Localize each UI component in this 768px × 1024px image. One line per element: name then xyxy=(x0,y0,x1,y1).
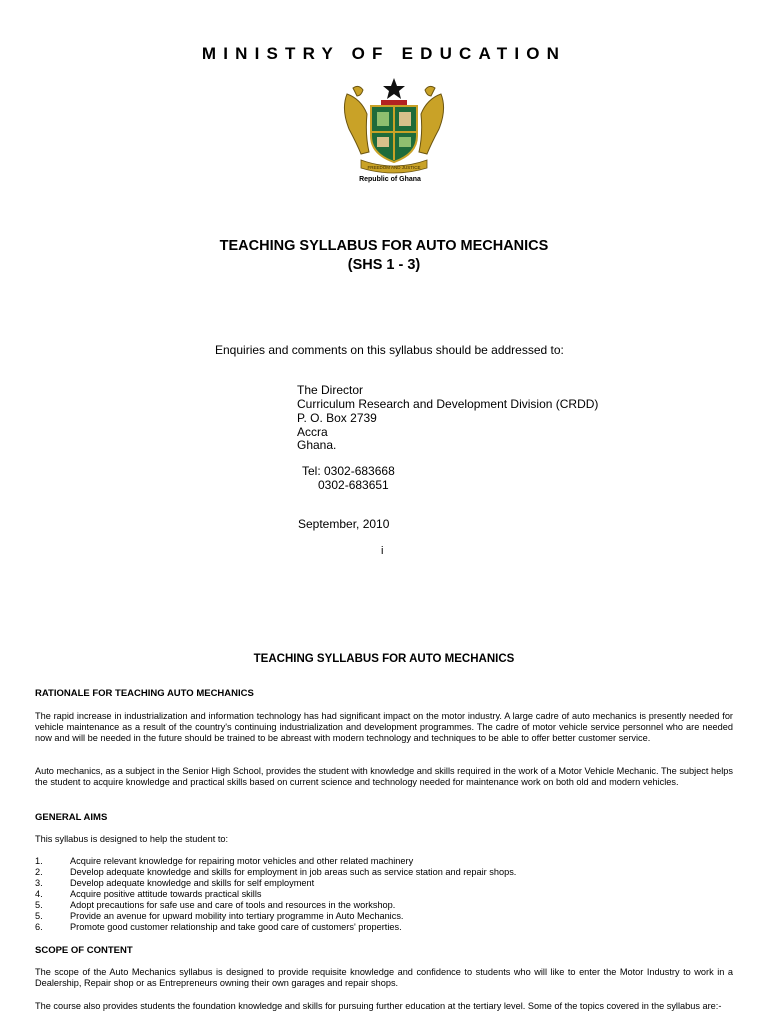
address-line: Curriculum Research and Development Division (CRDD) xyxy=(297,397,599,411)
syllabus-title: TEACHING SYLLABUS FOR AUTO MECHANICS xyxy=(219,238,549,254)
scope-paragraph-1: The scope of the Auto Mechanics syllabus is designed to provide requisite knowledge and confidence to students who will like to enter the Motor Industry to work in a Dealership, Repair shop or as Entrepreneurs owning their own garages and repair shops. xyxy=(35,967,733,989)
list-item: 3. Develop adequate knowledge and skills for self employment xyxy=(35,878,315,888)
list-item: 4. Acquire positive attitude towards practical skills xyxy=(35,889,262,899)
enquiries-text: Enquiries and comments on this syllabus should be addressed to: xyxy=(215,343,564,357)
list-item: 2. Develop adequate knowledge and skills for employment in job areas such as service station and repair shops. xyxy=(35,867,517,877)
list-item: 6. Promote good customer relationship and take good care of customers' properties. xyxy=(35,922,402,932)
coat-of-arms-icon xyxy=(339,74,449,174)
ministry-heading: MINISTRY OF EDUCATION xyxy=(201,44,567,63)
address-line: Accra xyxy=(297,425,328,439)
republic-caption: Republic of Ghana xyxy=(359,176,421,183)
address-line: The Director xyxy=(297,383,364,397)
rationale-paragraph-1: The rapid increase in industrialization and information technology has had significant impact on the motor industry. A large cadre of auto mechanics is presently needed for vehicle maintenance as a result of the country's continuing industrialization and development programmes. The cadre of motor vehicle service personnel who are needed now and will be needed in the future should be trained to be abreast with modern technology and techniques to be able to offer better customer service. xyxy=(35,711,733,744)
publication-date: September, 2010 xyxy=(298,517,390,531)
telephone-2: 0302-683651 xyxy=(318,478,389,492)
aims-heading: GENERAL AIMS xyxy=(35,812,108,823)
rationale-heading: RATIONALE FOR TEACHING AUTO MECHANICS xyxy=(35,688,254,699)
telephone-1: Tel: 0302-683668 xyxy=(302,464,395,478)
list-item: 5. Adopt precautions for safe use and care of tools and resources in the workshop. xyxy=(35,900,396,910)
address-line: Ghana. xyxy=(297,438,337,452)
rationale-paragraph-2: Auto mechanics, as a subject in the Senior High School, provides the student with knowledge and skills required in the work of a Motor Vehicle Mechanic. The subject helps the student to acquire knowledge and practical skills based on current science and technology needed for maintenance work on both old and modern vehicles. xyxy=(35,766,733,788)
address-line: P. O. Box 2739 xyxy=(297,411,377,425)
list-item: 5. Provide an avenue for upward mobility into tertiary programme in Auto Mechanics. xyxy=(35,911,404,921)
syllabus-subtitle: (SHS 1 - 3) xyxy=(347,257,421,273)
page2-title: TEACHING SYLLABUS FOR AUTO MECHANICS xyxy=(253,653,515,665)
list-item: 1. Acquire relevant knowledge for repairing motor vehicles and other related machinery xyxy=(35,856,414,866)
aims-intro: This syllabus is designed to help the student to: xyxy=(35,834,229,844)
page-number: i xyxy=(381,545,384,557)
emblem-motto: FREEDOM AND JUSTICE xyxy=(367,165,421,170)
scope-paragraph-2: The course also provides students the foundation knowledge and skills for pursuing further education at the tertiary level. Some of the topics covered in the syllabus are:- xyxy=(35,1001,722,1011)
scope-heading: SCOPE OF CONTENT xyxy=(35,945,133,956)
